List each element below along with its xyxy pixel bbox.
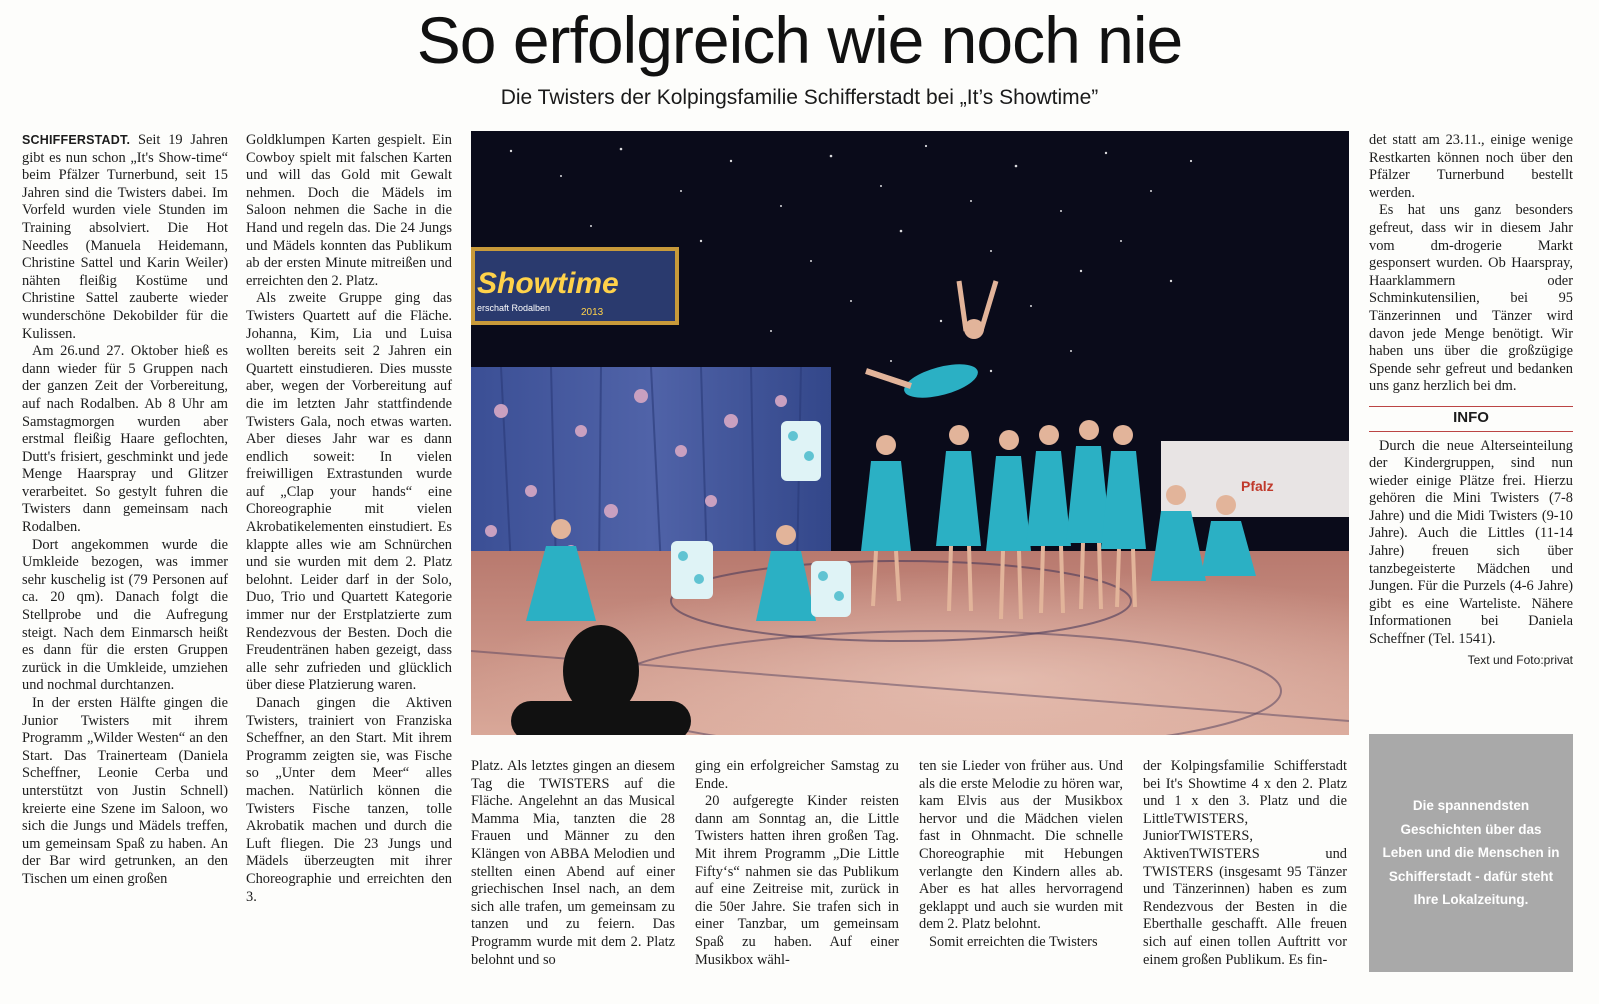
paragraph: Seit 19 Jahren gibt es nun schon „It's Show-time“ beim Pfälzer Turnerbund, seit 15 Jahren sind die Twisters dabei. Im Vorfeld wurden viele Stunden im Training absolviert. Die Hot Needles (Manuela Heidemann, Christine Sattel und Karin Weiler) nähten fleißig Kostüme und Christine Sattel zauberte wieder wunderschöne Dekobilder für die Kulissen. <box>22 132 228 342</box>
info-title: INFO <box>1369 406 1573 432</box>
banner-subtext: erschaft Rodalben <box>477 303 551 313</box>
wall-sign-text: Pfalz <box>1241 478 1274 494</box>
paragraph: Danach gingen die Aktiven Twisters, trainiert von Franziska Scheffner, an den Start. Mit ihrem Programm zeigten sie, was Fische so „Unter dem Meer“ alles machen. Natürlich können die Twisters Fische tanzen, tolle Akrobatik machen und durch die Luft fliegen. Die 23 Jungs und Mädels überzeugten mit ihrer Choreographie und erreichten den 3. <box>246 695 452 905</box>
paragraph: det statt am 23.11., einige wenige Restkarten können noch über den Pfälzer Turnerbund bestellt werden. <box>1369 132 1573 201</box>
banner-year: 2013 <box>581 307 604 318</box>
paragraph: Somit erreichten die Twisters <box>929 933 1098 950</box>
paragraph: Am 26.und 27. Oktober hieß es dann wieder für 5 Gruppen nach der ganzen Zeit der Vorbereitung, auf nach Rodalben. Ab 8 Uhr am Samstagmorgen wurden aber erstmal fleißig Haare geflochten, Dutt's frisiert, geschminkt und jede Menge Haarspray und Glitzer verarbeitet. So gestylt fuhren die Twisters dann gemeinsam nach Rodalben. <box>22 343 228 536</box>
dance-photo-illustration <box>471 131 1349 735</box>
subheadline: Die Twisters der Kolpingsfamilie Schifferstadt bei „It’s Showtime” <box>500 86 1099 109</box>
article-column-5 <box>919 758 1123 952</box>
banner-text: Showtime <box>477 267 619 300</box>
article-photo <box>471 131 1349 735</box>
dateline: SCHIFFERSTADT. <box>22 133 131 147</box>
paragraph: 20 aufgeregte Kinder reisten dann am Sonntag an, die Little Twisters hatten ihren großen Tag. Mit ihrem Programm „Die Little Fifty‘s“ nahmen sie das Publikum auf eine Zeitreise mit, zurück in die 50er Jahre. Sie trafen sich in einer Tanzbar, um gemeinsam Spaß zu haben. Auf einer Musikbox wähl- <box>695 793 899 968</box>
paragraph: In der ersten Hälfte gingen die Junior Twisters mit ihrem Programm „Wilder Westen“ an den Start. Das Trainerteam (Daniela Scheffner, Leonie Cerba und unterstützt von Justin Schnell) kreierte eine Szene im Saloon, wo sich die Jungs und Mädels treffen, um gemeinsam Spaß zu haben. An der Bar wird getrunken, an den Tischen um einen großen <box>22 695 228 887</box>
paragraph: Als zweite Gruppe ging das Twisters Quartett auf die Fläche. Johanna, Kim, Lia und Luisa wollten bereits seit 2 Jahren ein Quartett einstudieren. Dies musste aber, wegen der Vorbereitung auf die im letzten Jahr stattfindende Twisters Gala, noch etwas warten. Aber dieses Jahr war es dann endlich soweit: In vielen freiwilligen Extrastunden wurde auf „Clap your hands“ eine Choreographie mit vielen Akrobatikelementen einstudiert. Es klappte alles wie am Schnürchen und sie wurden mit dem 2. Platz belohnt. Leider darf in der Solo, Duo, Trio und Quartett Kategorie immer nur der Erstplatzierte zum Rendezvous der Besten. Doch die Freudentränen haben gezeigt, dass alle sehr zufrieden und glücklich über diese Platzierung waren. <box>246 290 452 694</box>
article-column-1 <box>22 132 228 889</box>
paragraph: Goldklumpen Karten gespielt. Ein Cowboy spielt mit falschen Karten und will das Gold mit Gewalt nehmen. Doch die Mädels im Saloon nehmen die Sache in die Hand und regeln das. Die 24 Jungs und Mädels konnten das Publikum ab der ersten Minute mitreißen und erreichten den 2. Platz. <box>246 132 452 289</box>
article-column-3 <box>471 758 675 969</box>
paragraph: Platz. Als letztes gingen an diesem Tag die TWISTERS auf die Fläche. Angelehnt an das Musical Mamma Mia, tanzten die 28 Frauen und Männer zu den Klängen von ABBA Melodien und stellten einen Abend auf einer griechischen Insel nach, an dem sich alle trafen, um gemeinsam zu tanzen und zu feiern. Das Programm wurde mit dem 2. Platz belohnt und so <box>471 758 675 968</box>
paragraph: Dort angekommen wurde die Umkleide bezogen, was immer sehr kuschelig ist (79 Personen auf ca. 20 qm). Danach folgt die Stellprobe und die Aufregung steigt. Nach dem Einmarsch heißt es dann für die ersten Gruppen zurück in die Umkleide, umziehen und nochmal durchtanzen. <box>22 536 228 694</box>
paragraph: Es hat uns ganz besonders gefreut, dass wir in diesem Jahr vom dm-drogerie Markt gesponsert wurden. Ob Haarspray, Haarklammern oder Schminkutensilien, bei 95 Tänzerinnen und Tänzer wird davon jede Menge benötigt. Wir haben uns über die großzügige Spende sehr gefreut und bedanken uns ganz herzlich bei dm. <box>1369 202 1573 395</box>
info-text: Durch die neue Alterseinteilung der Kindergruppen, sind nun wieder einige Plätze frei. Hierzu gehören die Mini Twisters (7-8 Jahre) und die Midi Twisters (9-10 Jahre). Auch die Littles (11-14 Jahre) freuen sich über tanzbegeisterte Mädchen und Jungen. Für die Purzels (4-6 Jahre) gibt es eine Warteliste. Nähere Informationen bei Daniela Scheffner (Tel. 1541). <box>1369 437 1573 648</box>
paragraph: ging ein erfolgreicher Samstag zu Ende. <box>695 758 899 792</box>
article-column-6 <box>1143 758 1347 969</box>
article-column-7 <box>1369 132 1573 669</box>
photo-credit: Text und Foto:privat <box>1467 652 1573 667</box>
paragraph: der Kolpingsfamilie Schifferstadt bei It's Showtime 4 x den 2. Platz und 1 x den 3. Platz und die LittleTWISTERS, JuniorTWISTERS, AktivenTWISTERS und TWISTERS (insgesamt 95 Tänzer und Tänzerinnen) haben es zum Rendezvous der Besten in die Eberthalle geschafft. Alle freuen sich auf einen tollen Auftritt vor einem großen Publikum. Es fin- <box>1143 758 1347 968</box>
paragraph: ten sie Lieder von früher aus. Und als die erste Melodie zu hören war, kam Elvis aus der Musikbox hervor und die Mädchen vielen fast in Ohnmacht. Die schnelle Choreographie mit Hebungen verlangte den Kindern alles ab. Aber es hat alles hervorragend geklappt und auch sie wurden mit dem 2. Platz belohnt. <box>919 758 1123 933</box>
article-column-4 <box>695 758 899 969</box>
headline: So erfolgreich wie noch nie <box>416 3 1183 77</box>
promo-text: Die spannendsten Geschichten über das Leben und die Menschen in Schifferstadt - dafür steht Ihre Lokalzeitung. <box>1382 798 1560 908</box>
promo-box <box>1369 734 1573 972</box>
article-column-2 <box>246 132 452 906</box>
